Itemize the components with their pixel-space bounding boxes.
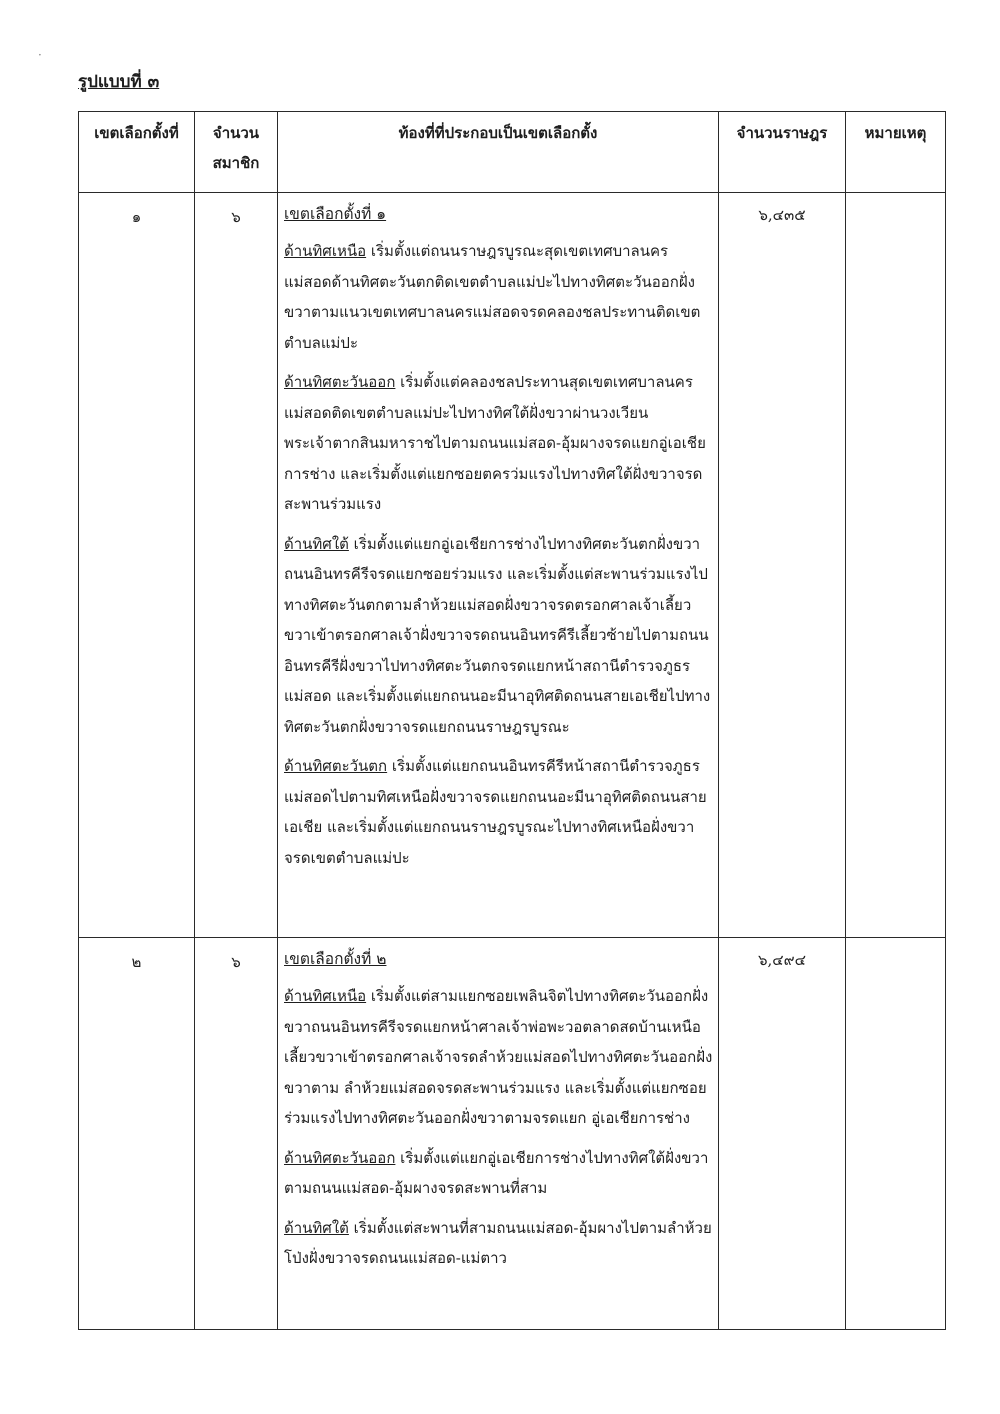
boundary-text: เริ่มตั้งแต่แยกอู่เอเชียการช่างไปทางทิศใต้ฝั่งขวาตามถนนแม่สอด-อุ้มผางจรดสะพานที่สาม bbox=[284, 1148, 709, 1197]
east-boundary bbox=[284, 1143, 714, 1204]
direction-label: ด้านทิศใต้ bbox=[284, 534, 349, 553]
header-area: ท้องที่ที่ประกอบเป็นเขตเลือกตั้ง bbox=[278, 112, 719, 193]
north-boundary bbox=[284, 981, 714, 1134]
south-boundary bbox=[284, 1213, 714, 1274]
district-area-description bbox=[278, 938, 719, 1330]
east-boundary bbox=[284, 367, 714, 520]
remark-cell bbox=[846, 193, 946, 938]
format-heading: รูปแบบที่ ๓ bbox=[78, 72, 160, 92]
electoral-district-table bbox=[78, 111, 946, 1330]
header-population: จำนวนราษฎร bbox=[719, 112, 846, 193]
district-number: ๑ bbox=[79, 193, 195, 938]
table-row-district-1 bbox=[79, 193, 946, 938]
boundary-text: เริ่มตั้งแต่สามแยกซอยเพลินจิตไปทางทิศตะวันออกฝั่งขวาถนนอินทรคีรีจรดแยกหน้าศาลเจ้าพ่อพะวอตลาดสดบ้านเหนือเลี้ยวขวาเข้าตรอกศาลเจ้าจรดลำห้วยแม่สอดไปทางทิศตะวันออกฝั่งขวาตาม ลำห้วยแม่สอดจรดสะพานร่วมแรง และเริ่มตั้งแต่แยกซอยร่วมแรงไปทางทิศตะวันออกฝั่งขวาตามจรดแยก อู่เอเชียการช่าง bbox=[284, 987, 713, 1127]
direction-label: ด้านทิศเหนือ bbox=[284, 987, 367, 1005]
district-title: เขตเลือกตั้งที่ ๒ bbox=[284, 950, 387, 968]
district-number: ๒ bbox=[79, 938, 195, 1330]
district-area-description bbox=[278, 193, 719, 938]
direction-label: ด้านทิศตะวันออก bbox=[284, 373, 396, 391]
direction-label: ด้านทิศเหนือ bbox=[284, 242, 367, 260]
boundary-text: เริ่มตั้งแต่สะพานที่สามถนนแม่สอด-อุ้มผางไปตามลำห้วยโป่งฝั่งขวาจรดถนนแม่สอด-แม่ตาว bbox=[284, 1218, 712, 1267]
population-count: ๖,๔๙๔ bbox=[719, 938, 846, 1330]
district-title: เขตเลือกตั้งที่ ๑ bbox=[284, 205, 387, 223]
boundary-text: เริ่มตั้งแต่คลองชลประทานสุดเขตเทศบาลนครแม่สอดติดเขตตำบลแม่ปะไปทางทิศใต้ฝั่งขวาผ่านวงเวียนพระเจ้าตากสินมหาราชไปตามถนนแม่สอด-อุ้มผางจรดแยกอู่เอเชียการช่าง และเริ่มตั้งแต่แยกซอยตครว่มแรงไปทางทิศใต้ฝั่งขวาจรดสะพานร่วมแรง bbox=[284, 373, 706, 513]
west-boundary bbox=[284, 751, 714, 873]
header-remark: หมายเหตุ bbox=[846, 112, 946, 193]
south-boundary bbox=[284, 529, 714, 743]
table-row-district-2 bbox=[79, 938, 946, 1330]
member-count: ๖ bbox=[195, 938, 278, 1330]
boundary-text: เริ่มตั้งแต่แยกอู่เอเชียการช่างไปทางทิศตะวันตกฝั่งขวาถนนอินทรคีรีจรดแยกซอยร่วมแรง และเริ่มตั้งแต่สะพานร่วมแรงไปทางทิศตะวันตกตามลำห้วยแม่สอดฝั่งขวาจรดตรอกศาลเจ้าเลี้ยวขวาเข้าตรอกศาลเจ้าฝั่งขวาจรดถนนอินทรคีรีเลี้ยวซ้ายไปตามถนนอินทรคีรีฝั่งขวาไปทางทิศตะวันตกจรดแยกหน้าสถานีตำรวจภูธรแม่สอด และเริ่มตั้งแต่แยกถนนอะมีนาอุทิศติดถนนสายเอเชียไปทางทิศตะวันตกฝั่งขวาจรดแยกถนนราษฎรบูรณะ bbox=[284, 534, 711, 736]
table-header-row bbox=[79, 112, 946, 193]
direction-label: ด้านทิศใต้ bbox=[284, 1218, 349, 1237]
member-count: ๖ bbox=[195, 193, 278, 938]
remark-cell bbox=[846, 938, 946, 1330]
direction-label: ด้านทิศตะวันตก bbox=[284, 757, 388, 775]
scan-speck: · bbox=[38, 48, 42, 62]
header-members: จำนวนสมาชิก bbox=[195, 112, 278, 193]
boundary-text: เริ่มตั้งแต่ถนนราษฎรบูรณะสุดเขตเทศบาลนครแม่สอดด้านทิศตะวันตกติดเขตตำบลแม่ปะไปทางทิศตะวันออกฝั่งขวาตามแนวเขตเทศบาลนครแม่สอดจรดคลองชลประทานติดเขตตำบลแม่ปะ bbox=[284, 242, 701, 352]
direction-label: ด้านทิศตะวันออก bbox=[284, 1148, 396, 1167]
boundary-text: เริ่มตั้งแต่แยกถนนอินทรคีรีหน้าสถานีตำรวจภูธรแม่สอดไปตามทิศเหนือฝั่งขวาจรดแยกถนนอะมีนาอุทิศติดถนนสายเอเชีย และเริ่มตั้งแต่แยกถนนราษฎรบูรณะไปทางทิศเหนือฝั่งขวาจรดเขตตำบลแม่ปะ bbox=[284, 757, 707, 867]
header-district-no: เขตเลือกตั้งที่ bbox=[79, 112, 195, 193]
north-boundary bbox=[284, 236, 714, 358]
population-count: ๖,๔๓๕ bbox=[719, 193, 846, 938]
